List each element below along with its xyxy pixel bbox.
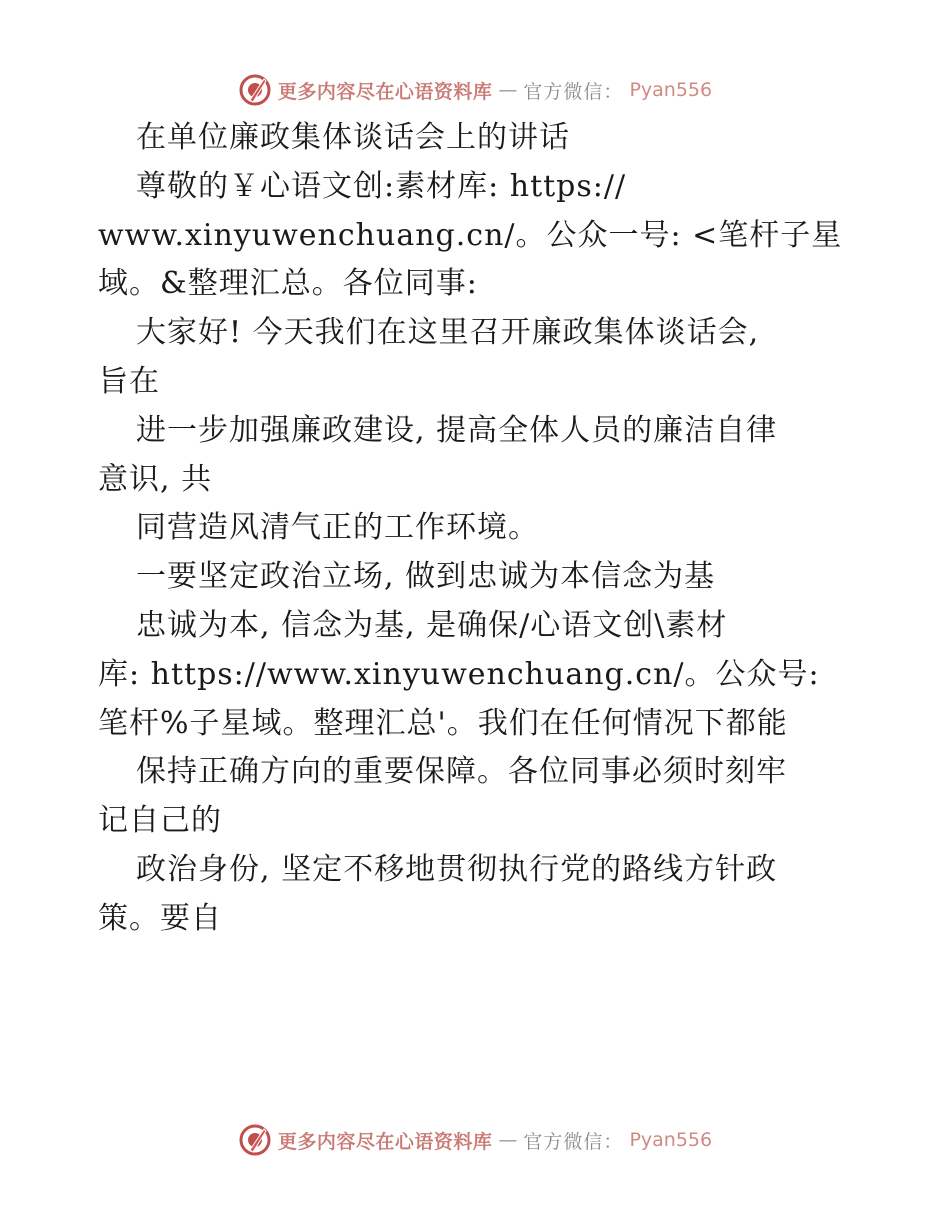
text-line: 大家好! 今天我们在这里召开廉政集体谈话会, bbox=[136, 315, 760, 351]
text-line: www.xinyuwenchuang.cn/。公众一号: <笔杆子星 bbox=[98, 217, 843, 253]
footer-banner-separator: — bbox=[498, 1129, 518, 1151]
text-line: 同营造风清气正的工作环境。 bbox=[136, 510, 539, 546]
header-banner-content bbox=[238, 73, 712, 107]
header-banner bbox=[0, 70, 950, 110]
text-line: 保持正确方向的重要保障。各位同事必须时刻牢 bbox=[136, 754, 787, 790]
document-title: 在单位廉政集体谈话会上的讲话 bbox=[136, 120, 570, 155]
header-banner-text: 更多内容尽在心语资料库 bbox=[277, 80, 493, 103]
header-banner-separator: — bbox=[498, 79, 518, 101]
footer-banner-text: 更多内容尽在心语资料库 bbox=[277, 1130, 493, 1153]
text-line: 进一步加强廉政建设, 提高全体人员的廉洁自律 bbox=[136, 412, 778, 448]
library-logo-icon bbox=[238, 1123, 272, 1157]
text-line: 尊敬的￥心语文创:素材库: https:// bbox=[136, 168, 627, 204]
text-line: 记自己的 bbox=[98, 803, 222, 839]
footer-banner bbox=[0, 1120, 950, 1160]
text-line: 政治身份, 坚定不移地贯彻执行党的路线方针政 bbox=[136, 851, 778, 887]
text-line: 策。要自 bbox=[98, 900, 222, 936]
document-body bbox=[98, 114, 868, 944]
text-line: 忠诚为本, 信念为基, 是确保/心语文创\素材 bbox=[136, 607, 728, 643]
text-line: 库: https://www.xinyuwenchuang.cn/。公众号: bbox=[98, 656, 820, 692]
header-wechat-label: 官方微信： bbox=[523, 80, 624, 103]
footer-wechat-label: 官方微信： bbox=[523, 1130, 624, 1153]
text-line: 域。&整理汇总。各位同事: bbox=[98, 266, 478, 302]
library-logo-icon bbox=[238, 73, 272, 107]
text-line: 笔杆%子星域。整理汇总'。我们在任何情况下都能 bbox=[98, 705, 788, 741]
header-wechat-id: Pyan556 bbox=[629, 79, 713, 101]
footer-wechat-id: Pyan556 bbox=[629, 1129, 713, 1151]
text-line: 意识, 共 bbox=[98, 461, 213, 497]
footer-banner-content bbox=[238, 1123, 712, 1157]
section-heading: 一要坚定政治立场, 做到忠诚为本信念为基 bbox=[136, 559, 716, 595]
text-line: 旨在 bbox=[98, 363, 160, 399]
